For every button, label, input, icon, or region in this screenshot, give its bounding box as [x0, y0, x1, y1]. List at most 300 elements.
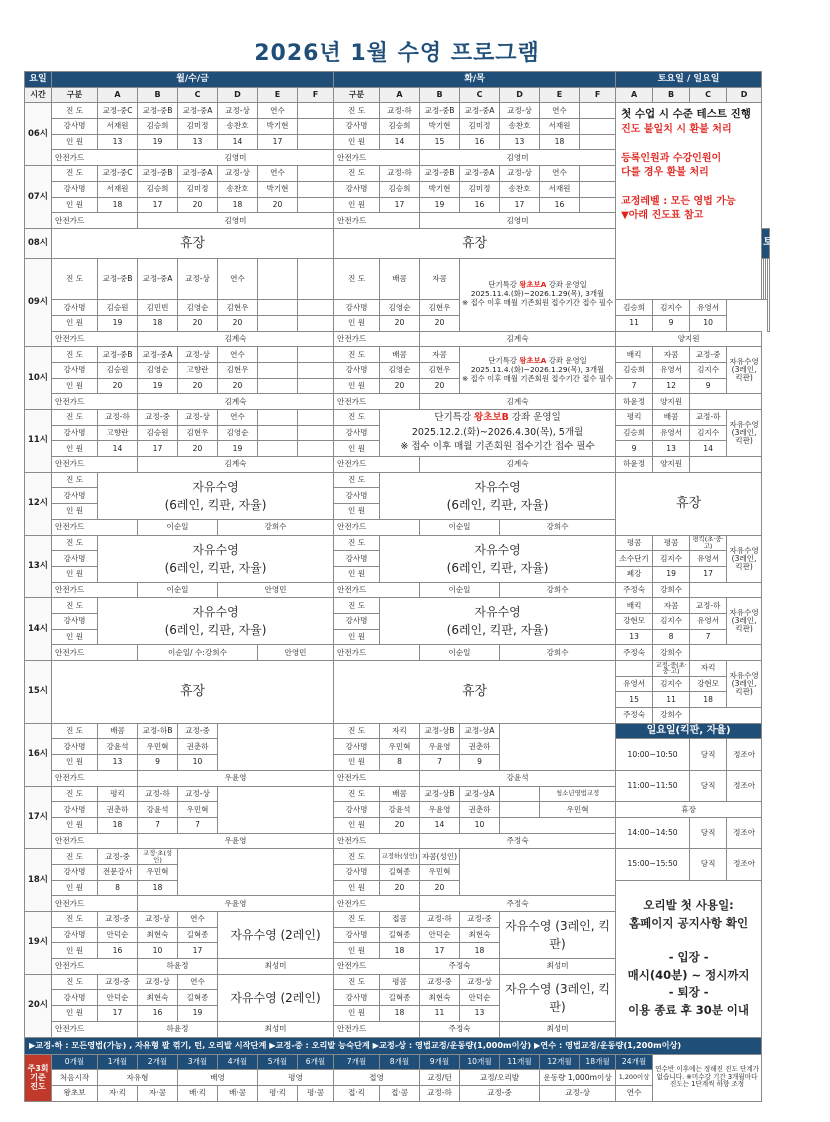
- teacher-cell: 우민혁: [420, 864, 460, 880]
- teacher-cell: 김승희: [380, 119, 420, 135]
- level-cell: 교정-상: [178, 347, 218, 363]
- guard-cell: 강희수: [218, 519, 334, 535]
- guard-cell: 이순일: [138, 582, 218, 598]
- teacher-cell: 김미정: [178, 119, 218, 135]
- teacher-cell: 유영서: [653, 362, 690, 378]
- count-cell: 10: [690, 315, 727, 331]
- row-label-level: 진 도: [52, 723, 98, 739]
- notice-text: 2025.12.2.(화)~2026.4.30(목), 5개월: [411, 426, 584, 438]
- level-cell: 교정-중: [690, 347, 727, 363]
- short-course-notice: [460, 258, 616, 331]
- count-cell: 9: [460, 755, 500, 771]
- row-label-count: 인 원: [334, 943, 380, 959]
- curriculum-month: 12개월: [540, 1054, 580, 1070]
- count-cell: 19: [138, 134, 178, 150]
- curriculum-month: 2개월: [138, 1054, 178, 1070]
- guard-cell: 최성미: [500, 1021, 616, 1037]
- row-label-guard: 안전가드: [334, 457, 420, 473]
- guard-cell: 최성미: [500, 959, 616, 975]
- teacher-cell: 서재원: [540, 119, 580, 135]
- level-cell: 평킥(초·중·고): [690, 535, 727, 551]
- free-swim-title: 자유수영: [474, 605, 521, 620]
- count-cell: 20: [218, 315, 258, 331]
- teacher-cell: 서재원: [98, 181, 138, 197]
- short-course-notice: [460, 347, 616, 394]
- closed-cell: 휴장: [334, 228, 616, 258]
- row-label-level: 진 도: [52, 786, 98, 802]
- header-time: 시간: [25, 87, 52, 103]
- level-cell: 배콤: [98, 723, 138, 739]
- level-cell: 교정-하: [138, 786, 178, 802]
- empty-cell: [258, 378, 298, 394]
- row-label-count: 인 원: [334, 315, 380, 331]
- row-label-teacher: 강사명: [52, 362, 98, 378]
- level-cell: 교정-중(초·중·고): [653, 661, 690, 677]
- notice-text: 단기특강: [488, 280, 520, 290]
- level-cell: 교정-중A: [178, 166, 218, 182]
- free-swim-title: 자유수영: [192, 479, 239, 494]
- count-cell: 13: [460, 1006, 500, 1022]
- curriculum-class: 평·킥: [258, 1085, 298, 1101]
- teacher-cell: 유영서: [690, 551, 727, 567]
- teacher-cell: 김영순: [218, 425, 258, 441]
- count-cell: 11: [420, 1006, 460, 1022]
- guard-cell: 강희수: [653, 645, 690, 661]
- teacher-cell: 강현모: [690, 676, 727, 692]
- row-label-guard: 안전가드: [334, 150, 420, 166]
- curriculum-month: 24개월: [616, 1054, 653, 1070]
- level-cell: 평콤: [380, 974, 420, 990]
- row-label-count: 인 원: [334, 880, 380, 896]
- notice-text: 강좌 운영일: [508, 411, 561, 423]
- count-cell: 15: [616, 692, 653, 708]
- empty-cell: [460, 849, 616, 896]
- side-cell: 자유수영 (3레인, 킥판): [727, 535, 762, 582]
- empty-cell: [580, 134, 616, 150]
- count-cell: 17: [98, 1006, 138, 1022]
- guard-cell: 주정숙: [420, 833, 616, 849]
- info-line: 홈페이지 공지사항 확인: [629, 915, 749, 930]
- empty-cell: [616, 661, 653, 677]
- row-label-level: 진 도: [334, 472, 380, 488]
- count-cell: 8: [98, 880, 138, 896]
- row-label-level: 진 도: [52, 166, 98, 182]
- short-course-notice: [380, 410, 616, 457]
- guard-cell: 하윤정: [616, 394, 653, 410]
- row-label-count: 인 원: [52, 755, 98, 771]
- time-label: 06시: [25, 103, 52, 166]
- row-label-guard: 안전가드: [334, 331, 420, 347]
- level-cell: 자콤: [420, 347, 460, 363]
- level-cell: 교정-중A: [460, 166, 500, 182]
- row-label-count: 인 원: [52, 943, 98, 959]
- teacher-cell: 김현우: [218, 300, 258, 316]
- row-label-level: 진 도: [334, 849, 380, 865]
- free-swim-cell: [98, 472, 334, 519]
- col-header: E: [540, 87, 580, 103]
- notice-text: 단기특강: [488, 355, 520, 365]
- curriculum-class: 자·킥: [98, 1085, 138, 1101]
- curriculum-label: 주3회 기준 진도: [25, 1054, 52, 1101]
- col-header: D: [500, 87, 540, 103]
- level-cell: 교정-하: [380, 166, 420, 182]
- count-cell: 11: [653, 692, 690, 708]
- col-header: A: [616, 87, 653, 103]
- count-cell: 13: [178, 134, 218, 150]
- teacher-cell: 소수단기: [616, 551, 653, 567]
- side-cell: 자유수영 (3레인, 킥판): [727, 598, 762, 645]
- level-cell: 교정-상: [178, 410, 218, 426]
- teacher-cell: 박기현: [258, 119, 298, 135]
- level-cell: 교정-상B: [420, 723, 460, 739]
- sunday-time: 15:00~15:50: [616, 849, 690, 880]
- row-label-teacher: 강사명: [334, 300, 380, 316]
- teacher-cell: 송찬호: [218, 119, 258, 135]
- level-cell: 교정-상: [138, 912, 178, 928]
- level-cell: 교정-중B: [138, 103, 178, 119]
- guard-cell: 우윤영: [138, 896, 334, 912]
- info-line: - 입장 -: [668, 949, 709, 964]
- guard-cell: 양지원: [653, 457, 690, 473]
- curriculum-class: 교정-중: [460, 1085, 540, 1101]
- free-swim-title: 자유수영: [192, 605, 239, 620]
- level-cell: 교정-상: [500, 166, 540, 182]
- count-cell: 폐강: [616, 566, 653, 582]
- notice-line: 다를 경우 환불 처리: [621, 167, 709, 179]
- empty-cell: [258, 362, 298, 378]
- notice-text: 2025.11.4.(화)~2026.1.29(목), 3개월: [470, 289, 605, 299]
- level-cell: 교정-상: [178, 258, 218, 299]
- count-cell: 17: [258, 134, 298, 150]
- empty-cell: [298, 425, 334, 441]
- row-label-teacher: 강사명: [52, 739, 98, 755]
- teacher-cell: 길혁종: [380, 990, 420, 1006]
- empty-cell: [218, 723, 334, 770]
- guard-cell: 김계숙: [420, 457, 616, 473]
- free-swim-title: 자유수영: [192, 542, 239, 557]
- row-label-teacher: 강사명: [52, 990, 98, 1006]
- level-cell: 연수: [258, 103, 298, 119]
- side-cell: 자유수영 (3레인, 킥판): [727, 410, 762, 457]
- sunday-type: 당직: [690, 739, 727, 770]
- teacher-cell: 고향란: [178, 362, 218, 378]
- teacher-cell: 김승희: [616, 300, 653, 316]
- level-cell: 교정-중: [420, 974, 460, 990]
- row-label-level: 진 도: [52, 347, 98, 363]
- level-cell: 배콤: [653, 410, 690, 426]
- closed-cell: 휴장: [334, 661, 616, 724]
- count-cell: 10: [138, 943, 178, 959]
- level-cell: 교정-상: [500, 103, 540, 119]
- teacher-cell: 안덕순: [98, 927, 138, 943]
- level-cell: 교정-중: [138, 410, 178, 426]
- level-cell: 배킥: [616, 598, 653, 614]
- guard-cell: 강희수: [500, 645, 616, 661]
- col-header: F: [298, 87, 334, 103]
- teacher-cell: 김현우: [178, 425, 218, 441]
- notice-line: 진도 불일치 시 환불 처리: [621, 124, 732, 136]
- level-cell: 교정-중C: [98, 103, 138, 119]
- notice-line: 첫 수업 시 수준 테스트 진행: [621, 108, 751, 121]
- level-cell: 교정-상: [138, 974, 178, 990]
- time-label: 07시: [25, 166, 52, 229]
- teacher-cell: 김승희: [380, 181, 420, 197]
- row-label-teacher: 강사명: [334, 362, 380, 378]
- count-cell: 17: [500, 197, 540, 213]
- row-label-level: 진 도: [334, 535, 380, 551]
- empty-cell: [298, 134, 334, 150]
- guard-cell: 우윤영: [138, 770, 334, 786]
- teacher-cell: 김승희: [138, 119, 178, 135]
- teacher-cell: 김지수: [690, 425, 727, 441]
- teacher-cell: 유영서: [690, 300, 727, 316]
- teacher-cell: 고향란: [98, 425, 138, 441]
- row-label-count: 인 원: [52, 441, 98, 457]
- teacher-cell: 권춘하: [460, 739, 500, 755]
- col-header: D: [727, 87, 762, 103]
- count-cell: 20: [178, 197, 218, 213]
- level-cell: 교정-중C: [98, 166, 138, 182]
- curriculum-stage: 운동량 1,000m이상: [540, 1070, 616, 1086]
- teacher-cell: 김승희: [616, 425, 653, 441]
- teacher-cell: 김지수: [653, 676, 690, 692]
- level-cell: 배콤: [380, 347, 420, 363]
- row-label-teacher: 강사명: [334, 864, 380, 880]
- row-label-guard: 안전가드: [52, 959, 138, 975]
- col-header: C: [460, 87, 500, 103]
- teacher-cell: 강윤석: [138, 802, 178, 818]
- free-swim-detail: (6레인, 킥판, 자율): [164, 560, 267, 575]
- level-cell: 연수: [540, 166, 580, 182]
- row-label-guard: 안전가드: [52, 1021, 138, 1037]
- level-cell: 평킥: [98, 786, 138, 802]
- level-cell: 배킥: [616, 347, 653, 363]
- curriculum-stage: 교정/턴: [420, 1070, 460, 1086]
- teacher-cell: 안덕순: [460, 990, 500, 1006]
- teacher-cell: 박기현: [258, 181, 298, 197]
- count-cell: 20: [380, 378, 420, 394]
- time-label: 18시: [25, 849, 52, 912]
- guard-cell: 이순일: [420, 582, 500, 598]
- teacher-cell: 최현숙: [138, 990, 178, 1006]
- count-cell: 18: [138, 315, 178, 331]
- empty-cell: [298, 362, 334, 378]
- row-label-guard: 안전가드: [52, 833, 138, 849]
- count-cell: 14: [420, 817, 460, 833]
- level-cell: 교정-하: [420, 912, 460, 928]
- teacher-cell: 김미정: [178, 181, 218, 197]
- row-label-level: 진 도: [334, 347, 380, 363]
- count-cell: 19: [420, 197, 460, 213]
- row-label-guard: 안전가드: [334, 519, 420, 535]
- empty-cell: [298, 378, 334, 394]
- teacher-cell: 권춘하: [460, 802, 500, 818]
- empty-cell: [298, 300, 334, 316]
- count-cell: 10: [178, 755, 218, 771]
- empty-cell: [298, 103, 334, 119]
- guard-cell: 하윤정: [138, 1021, 218, 1037]
- empty-cell: [258, 441, 298, 457]
- notice-text: ※ 접수 이후 매월 기존회원 접수기간 접수 필수: [461, 373, 614, 383]
- curriculum-month: 6개월: [298, 1054, 334, 1070]
- row-label-count: 인 원: [334, 817, 380, 833]
- level-cell: 자킥: [690, 661, 727, 677]
- count-cell: 18: [460, 943, 500, 959]
- guard-cell: 강희수: [500, 582, 616, 598]
- row-label-count: 인 원: [334, 566, 380, 582]
- row-label-count: 인 원: [334, 1006, 380, 1022]
- level-cell: 교정-중: [178, 723, 218, 739]
- teacher-cell: 최현숙: [420, 990, 460, 1006]
- free-swim-cell: 자유수영 (3레인, 킥판): [500, 912, 616, 959]
- col-header: B: [653, 87, 690, 103]
- level-cell: 청소년영법교정: [540, 786, 616, 802]
- time-label: 11시: [25, 410, 52, 473]
- info-line: - 퇴장 -: [668, 985, 709, 1000]
- count-cell: 20: [420, 880, 460, 896]
- row-label-level: 진 도: [52, 535, 98, 551]
- row-label-level: 진 도: [52, 849, 98, 865]
- count-cell: 16: [138, 1006, 178, 1022]
- empty-cell: [298, 315, 334, 331]
- count-cell: 18: [98, 197, 138, 213]
- time-label: 12시: [25, 472, 52, 535]
- count-cell: 18: [380, 1006, 420, 1022]
- row-label-level: 진 도: [52, 598, 98, 614]
- col-header: F: [580, 87, 616, 103]
- count-cell: 13: [98, 755, 138, 771]
- curriculum-stage: 교정/오리발: [460, 1070, 540, 1086]
- count-cell: 20: [380, 880, 420, 896]
- row-label-guard: 안전가드: [52, 770, 138, 786]
- teacher-cell: 김승희: [616, 362, 653, 378]
- notice-text: ※ 접수 이후 매월 기존회원 접수기간 접수 필수: [400, 441, 595, 453]
- row-label-level: 진 도: [334, 166, 380, 182]
- curriculum-class: 배·킥: [178, 1085, 218, 1101]
- row-label-teacher: 강사명: [52, 488, 98, 504]
- teacher-cell: 우민혁: [178, 802, 218, 818]
- guard-cell: 김계숙: [138, 457, 334, 473]
- row-label-guard: 안전가드: [334, 394, 420, 410]
- col-header: C: [690, 87, 727, 103]
- empty-cell: [258, 315, 298, 331]
- count-cell: 15: [420, 134, 460, 150]
- teacher-cell: 김지수: [653, 551, 690, 567]
- row-label-teacher: 강사명: [334, 927, 380, 943]
- notice-line: ▼아래 진도표 참고: [621, 210, 704, 222]
- notice-box: [616, 103, 762, 300]
- teacher-cell: 김미정: [460, 181, 500, 197]
- row-label-guard: 안전가드: [52, 519, 138, 535]
- count-cell: 14: [380, 134, 420, 150]
- teacher-cell: 김승희: [138, 181, 178, 197]
- level-cell: 교정-하: [690, 410, 727, 426]
- count-cell: 18: [690, 692, 727, 708]
- row-label-count: 인 원: [334, 197, 380, 213]
- level-cell: 자킥: [380, 723, 420, 739]
- curriculum-stage: 처음시작: [52, 1070, 98, 1086]
- curriculum-month: 5개월: [258, 1054, 298, 1070]
- guard-cell: 강윤석: [420, 770, 616, 786]
- row-label-level: 진 도: [334, 912, 380, 928]
- teacher-cell: 최현숙: [138, 927, 178, 943]
- empty-cell: [298, 197, 334, 213]
- empty-cell: [690, 582, 762, 598]
- row-label-guard: 안전가드: [52, 213, 138, 229]
- teacher-cell: 김영순: [178, 300, 218, 316]
- row-label-count: 인 원: [52, 629, 98, 645]
- level-cell: 평킥: [616, 410, 653, 426]
- free-swim-cell: [380, 472, 616, 519]
- row-label-teacher: 강사명: [52, 425, 98, 441]
- header-mwf: 월/수/금: [52, 72, 334, 88]
- curriculum-class: 배·콤: [218, 1085, 258, 1101]
- notice-line: 교정레벨 : 모든 영법 가능: [621, 195, 736, 207]
- level-cell: 연수: [540, 103, 580, 119]
- notice-text: ※ 접수 이후 매월 기존회원 접수기간 접수 필수: [461, 298, 614, 308]
- count-cell: 20: [380, 817, 420, 833]
- saturday-special-header: 토요특강(킥판): [762, 228, 770, 258]
- sunday-header: 일요일(킥판, 자율): [616, 723, 762, 739]
- count-cell: 14: [98, 441, 138, 457]
- notice-text: 2025.11.4.(화)~2026.1.29(목), 3개월: [470, 364, 605, 374]
- free-swim-cell: [98, 535, 334, 582]
- count-cell: 17: [178, 943, 218, 959]
- level-cell: 배콤: [380, 786, 420, 802]
- level-cell: 교정-중B: [138, 166, 178, 182]
- sunday-name: 정조아: [727, 817, 762, 848]
- count-cell: 20: [420, 315, 460, 331]
- teacher-cell: 김승원: [98, 362, 138, 378]
- empty-cell: [580, 166, 616, 182]
- empty-cell: [500, 802, 540, 818]
- side-cell: 자유수영 (3레인, 킥판): [727, 347, 762, 394]
- sunday-name: 정조아: [727, 770, 762, 801]
- teacher-cell: 유영서: [653, 425, 690, 441]
- teacher-cell: 박기현: [420, 119, 460, 135]
- row-label-guard: 안전가드: [52, 394, 138, 410]
- row-label-count: 인 원: [52, 197, 98, 213]
- curriculum-note: 연수반 이후에는 정해진 진도 단계가 없습니다. ※미수강 기간 3개월마다 진도는 1단계씩 하향 조정: [653, 1054, 762, 1101]
- side-cell: [768, 258, 770, 331]
- count-cell: 17: [420, 943, 460, 959]
- free-swim-detail: (6레인, 킥판, 자율): [446, 623, 549, 638]
- teacher-cell: 유영서: [616, 676, 653, 692]
- guard-cell: 하윤정: [616, 457, 653, 473]
- curriculum-month: 7개월: [334, 1054, 380, 1070]
- count-cell: 19: [218, 441, 258, 457]
- header-tt: 화/목: [334, 72, 616, 88]
- level-cell: 교정-중: [98, 974, 138, 990]
- level-cell: 교정-하: [98, 410, 138, 426]
- guard-cell: 주정숙: [616, 582, 653, 598]
- row-label-count: 인 원: [52, 134, 98, 150]
- guard-cell: 양지원: [616, 331, 762, 347]
- level-cell: 교정-상B: [420, 786, 460, 802]
- curriculum-stage: 접영: [334, 1070, 420, 1086]
- count-cell: 19: [178, 1006, 218, 1022]
- level-cell: 연수: [258, 166, 298, 182]
- free-swim-cell: [98, 598, 334, 645]
- teacher-cell: 서재원: [540, 181, 580, 197]
- teacher-cell: 전문강사: [98, 864, 138, 880]
- empty-cell: [500, 786, 540, 802]
- guard-cell: 이순일: [420, 519, 500, 535]
- row-label-count: 인 원: [52, 504, 98, 520]
- empty-cell: [218, 786, 334, 833]
- guard-cell: 강희수: [653, 708, 690, 724]
- curriculum-month: 3개월: [178, 1054, 218, 1070]
